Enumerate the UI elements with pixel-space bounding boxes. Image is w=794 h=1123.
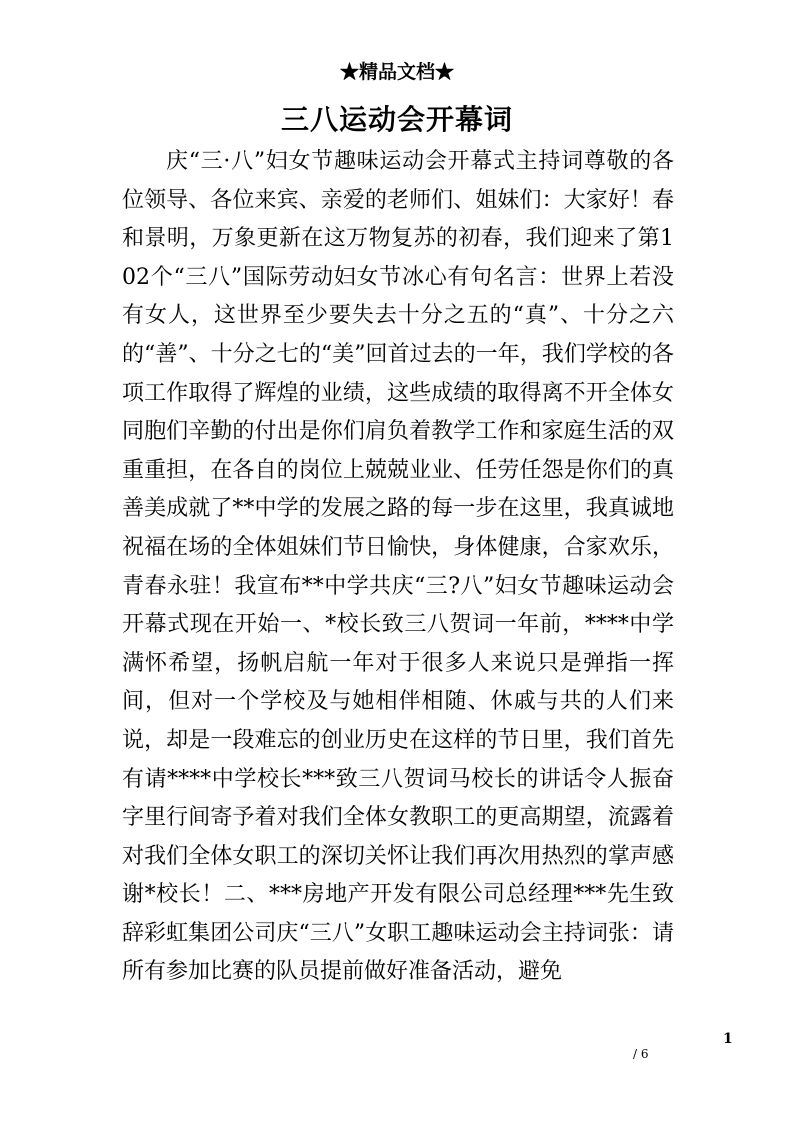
document-title: 三八运动会开幕词 xyxy=(280,103,513,136)
page-number: 1 xyxy=(723,1031,733,1047)
document-body-paragraph: 庆“三·八”妇女节趣味运动会开幕式主持词尊敬的各位领导、各位来宾、亲爱的老师们、姐妹们：大家好！春和景明，万象更新在这万物复苏的初春，我们迎来了第102个“三八”国际劳动妇女节冰心有句名言：世界上若没有女人，这世界至少要失去十分之五的“真”、十分之六的“善”、十分之七的“美”回首过去的一年，我们学校的各项工作取得了辉煌的业绩，这些成绩的取得离不开全体女同胞们辛勤的付出是你们肩负着教学工作和家庭生活的双重重担，在各自的岗位上兢兢业业、任劳任怨是你们的真善美成就了**中学的发展之路的每一步在这里，我真诚地祝福在场的全体姐妹们节日愉快，身体健康，合家欢乐，青春永驻！我宣布**中学共庆“三?八”妇女节趣味运动会开幕式现在开始一、*校长致三八贺词一年前，****中学满怀希望，扬帆启航一年对于很多人来说只是弹指一挥间，但对一个学校及与她相伴相随、休戚与共的人们来说，却是一段难忘的创业历史在这样的节日里，我们首先有请****中学校长***致三八贺词马校长的讲话令人振奋字里行间寄予着对我们全体女教职工的更高期望，流露着对我们全体女职工的深切关怀让我们再次用热烈的掌声感谢*校长！二、***房地产开发有限公司总经理***先生致辞彩虹集团公司庆“三八”女职工趣味运动会主持词张：请所有参加比赛的队员提前做好准备活动，避免 xyxy=(122,149,674,985)
document-header-label: ★精品文档★ xyxy=(339,61,454,83)
page-total: / 6 xyxy=(633,1047,649,1061)
